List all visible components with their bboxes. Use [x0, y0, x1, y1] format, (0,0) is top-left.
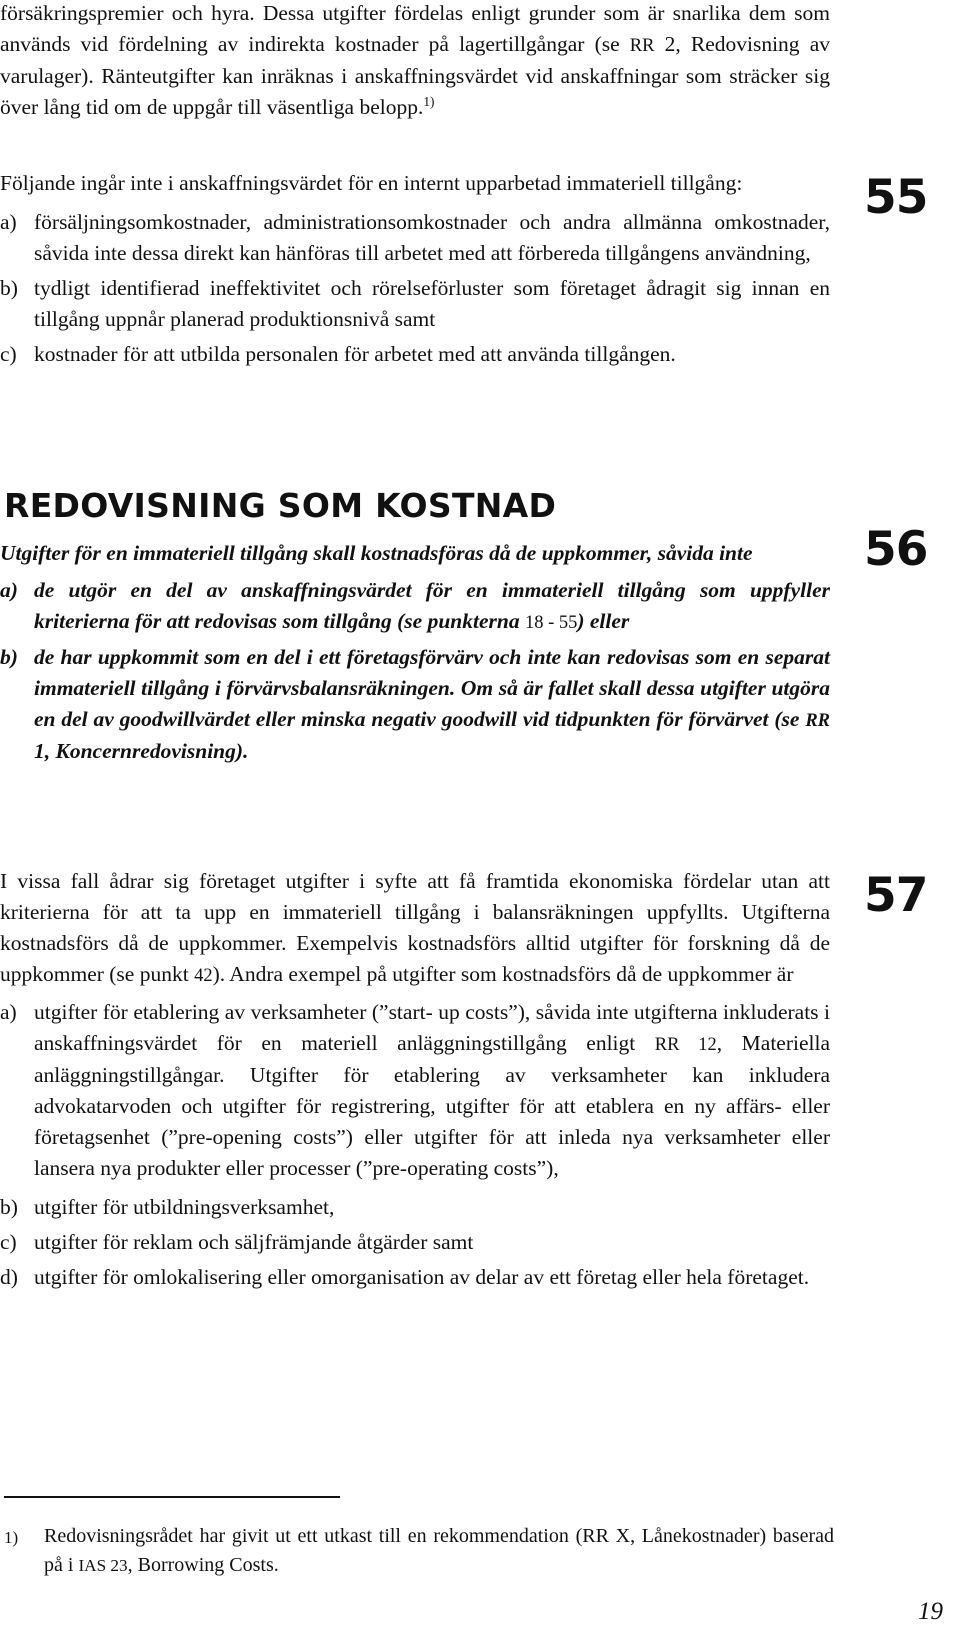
section-56-list — [0, 575, 830, 767]
list-item: c) kostnader för att utbilda personalen för arbetet med att använda tillgången. — [0, 342, 676, 366]
section-heading: REDOVISNING SOM KOSTNAD — [4, 486, 557, 525]
section-57-list — [0, 997, 830, 1293]
footnote — [4, 1522, 834, 1580]
section-57-intro: I vissa fall ådrar sig företaget utgifter i syfte att få framtida ekonomiska fördelar utan att kriterierna för att ta upp en immateriell tillgång i balansräkningen uppfyllts. Utgifterna kostnadsförs då de uppkommer. Exempelvis kostnadsförs alltid utgifter för forskning då de uppkommer (se punkt 42). Andra exempel på utgifter som kostnadsförs då de uppkommer är — [0, 869, 830, 986]
list-item: c) utgifter för reklam och säljfrämjande åtgärder samt — [0, 1230, 474, 1254]
section-56-intro: Utgifter för en immateriell tillgång skall kostnadsföras då de uppkommer, såvida inte — [0, 541, 753, 565]
footnote-divider — [4, 1496, 340, 1498]
footnote-label: 1) — [4, 1528, 19, 1547]
page-number: 19 — [918, 1598, 943, 1625]
section-55-list — [0, 207, 830, 370]
footnote-text: Redovisningsrådet har givit ut ett utkast till en rekommendation (RR X, Lånekostnader) baserad på i IAS 23, Borrowing Costs. — [44, 1525, 834, 1576]
footnote-marker[interactable]: 1) — [423, 93, 435, 109]
section-57 — [0, 866, 830, 1297]
top-paragraph — [0, 0, 830, 123]
paragraph-number-56: 56 — [864, 522, 928, 577]
list-item: d) utgifter för omlokalisering eller omorganisation av delar av ett företag eller hela företaget. — [0, 1265, 810, 1289]
list-item: b) tydligt identifierad ineffektivitet och rörelseförluster som företaget ådragit sig innan en tillgång uppnår planerad produktionsnivå samt — [0, 276, 830, 331]
top-paragraph-text: försäkringspremier och hyra. Dessa utgifter fördelas enligt grunder som är snarlika dem som används vid fördelning av indirekta kostnader på lagertillgångar (se RR 2, Redovisning av varulager). Ränteutgifter kan inräknas i anskaffningsvärdet vid anskaffningar som sträcker sig över lång tid om de uppgår till väsentliga belopp.$^{1)}$ — [0, 1, 830, 119]
paragraph-number-55: 55 — [864, 170, 928, 225]
paragraph-number-57: 57 — [864, 868, 928, 923]
list-item: b) de har uppkommit som en del i ett företagsförvärv och inte kan redovisas som en separat immateriell tillgång i förvärvsbalansräkningen. Om så är fallet skall dessa utgifter utgöra en del av goodwillvärdet eller minska negativ goodwill vid tidpunkten för förvärvet (se RR 1, Koncernredovisning). — [0, 645, 830, 763]
list-item: a) försäljningsomkostnader, administrationsomkostnader och andra allmänna omkostnader, såvida inte dessa direkt kan hänföras till arbetet med att förbereda tillgångens användning, — [0, 210, 830, 265]
list-item: b) utgifter för utbildningsverksamhet, — [0, 1195, 335, 1219]
section-55-intro: Följande ingår inte i anskaffningsvärdet för en internt upparbetad immateriell tillgång: — [0, 171, 743, 195]
section-55 — [0, 168, 830, 374]
list-item: a) de utgör en del av anskaffningsvärdet för en immateriell tillgång som uppfyller kriterierna för att redovisas som tillgång (se punkterna 18 - 55) eller — [0, 578, 830, 633]
section-56 — [0, 538, 830, 771]
list-item: a) utgifter för etablering av verksamheter (”start- up costs”), såvida inte utgifterna inkluderats i anskaffningsvärdet för en materiell anläggningstillgång enligt RR 12, Materiella anläggningstillgångar. Utgifter för etablering av verksamheter kan inkludera advokatarvoden och utgifter för registrering, utgifter för att etablera en ny affärs- eller företagsenhet (”pre-opening costs”) eller utgifter för att inleda nya verksamheter eller lansera nya produkter eller processer (”pre-operating costs”), — [0, 1000, 830, 1180]
